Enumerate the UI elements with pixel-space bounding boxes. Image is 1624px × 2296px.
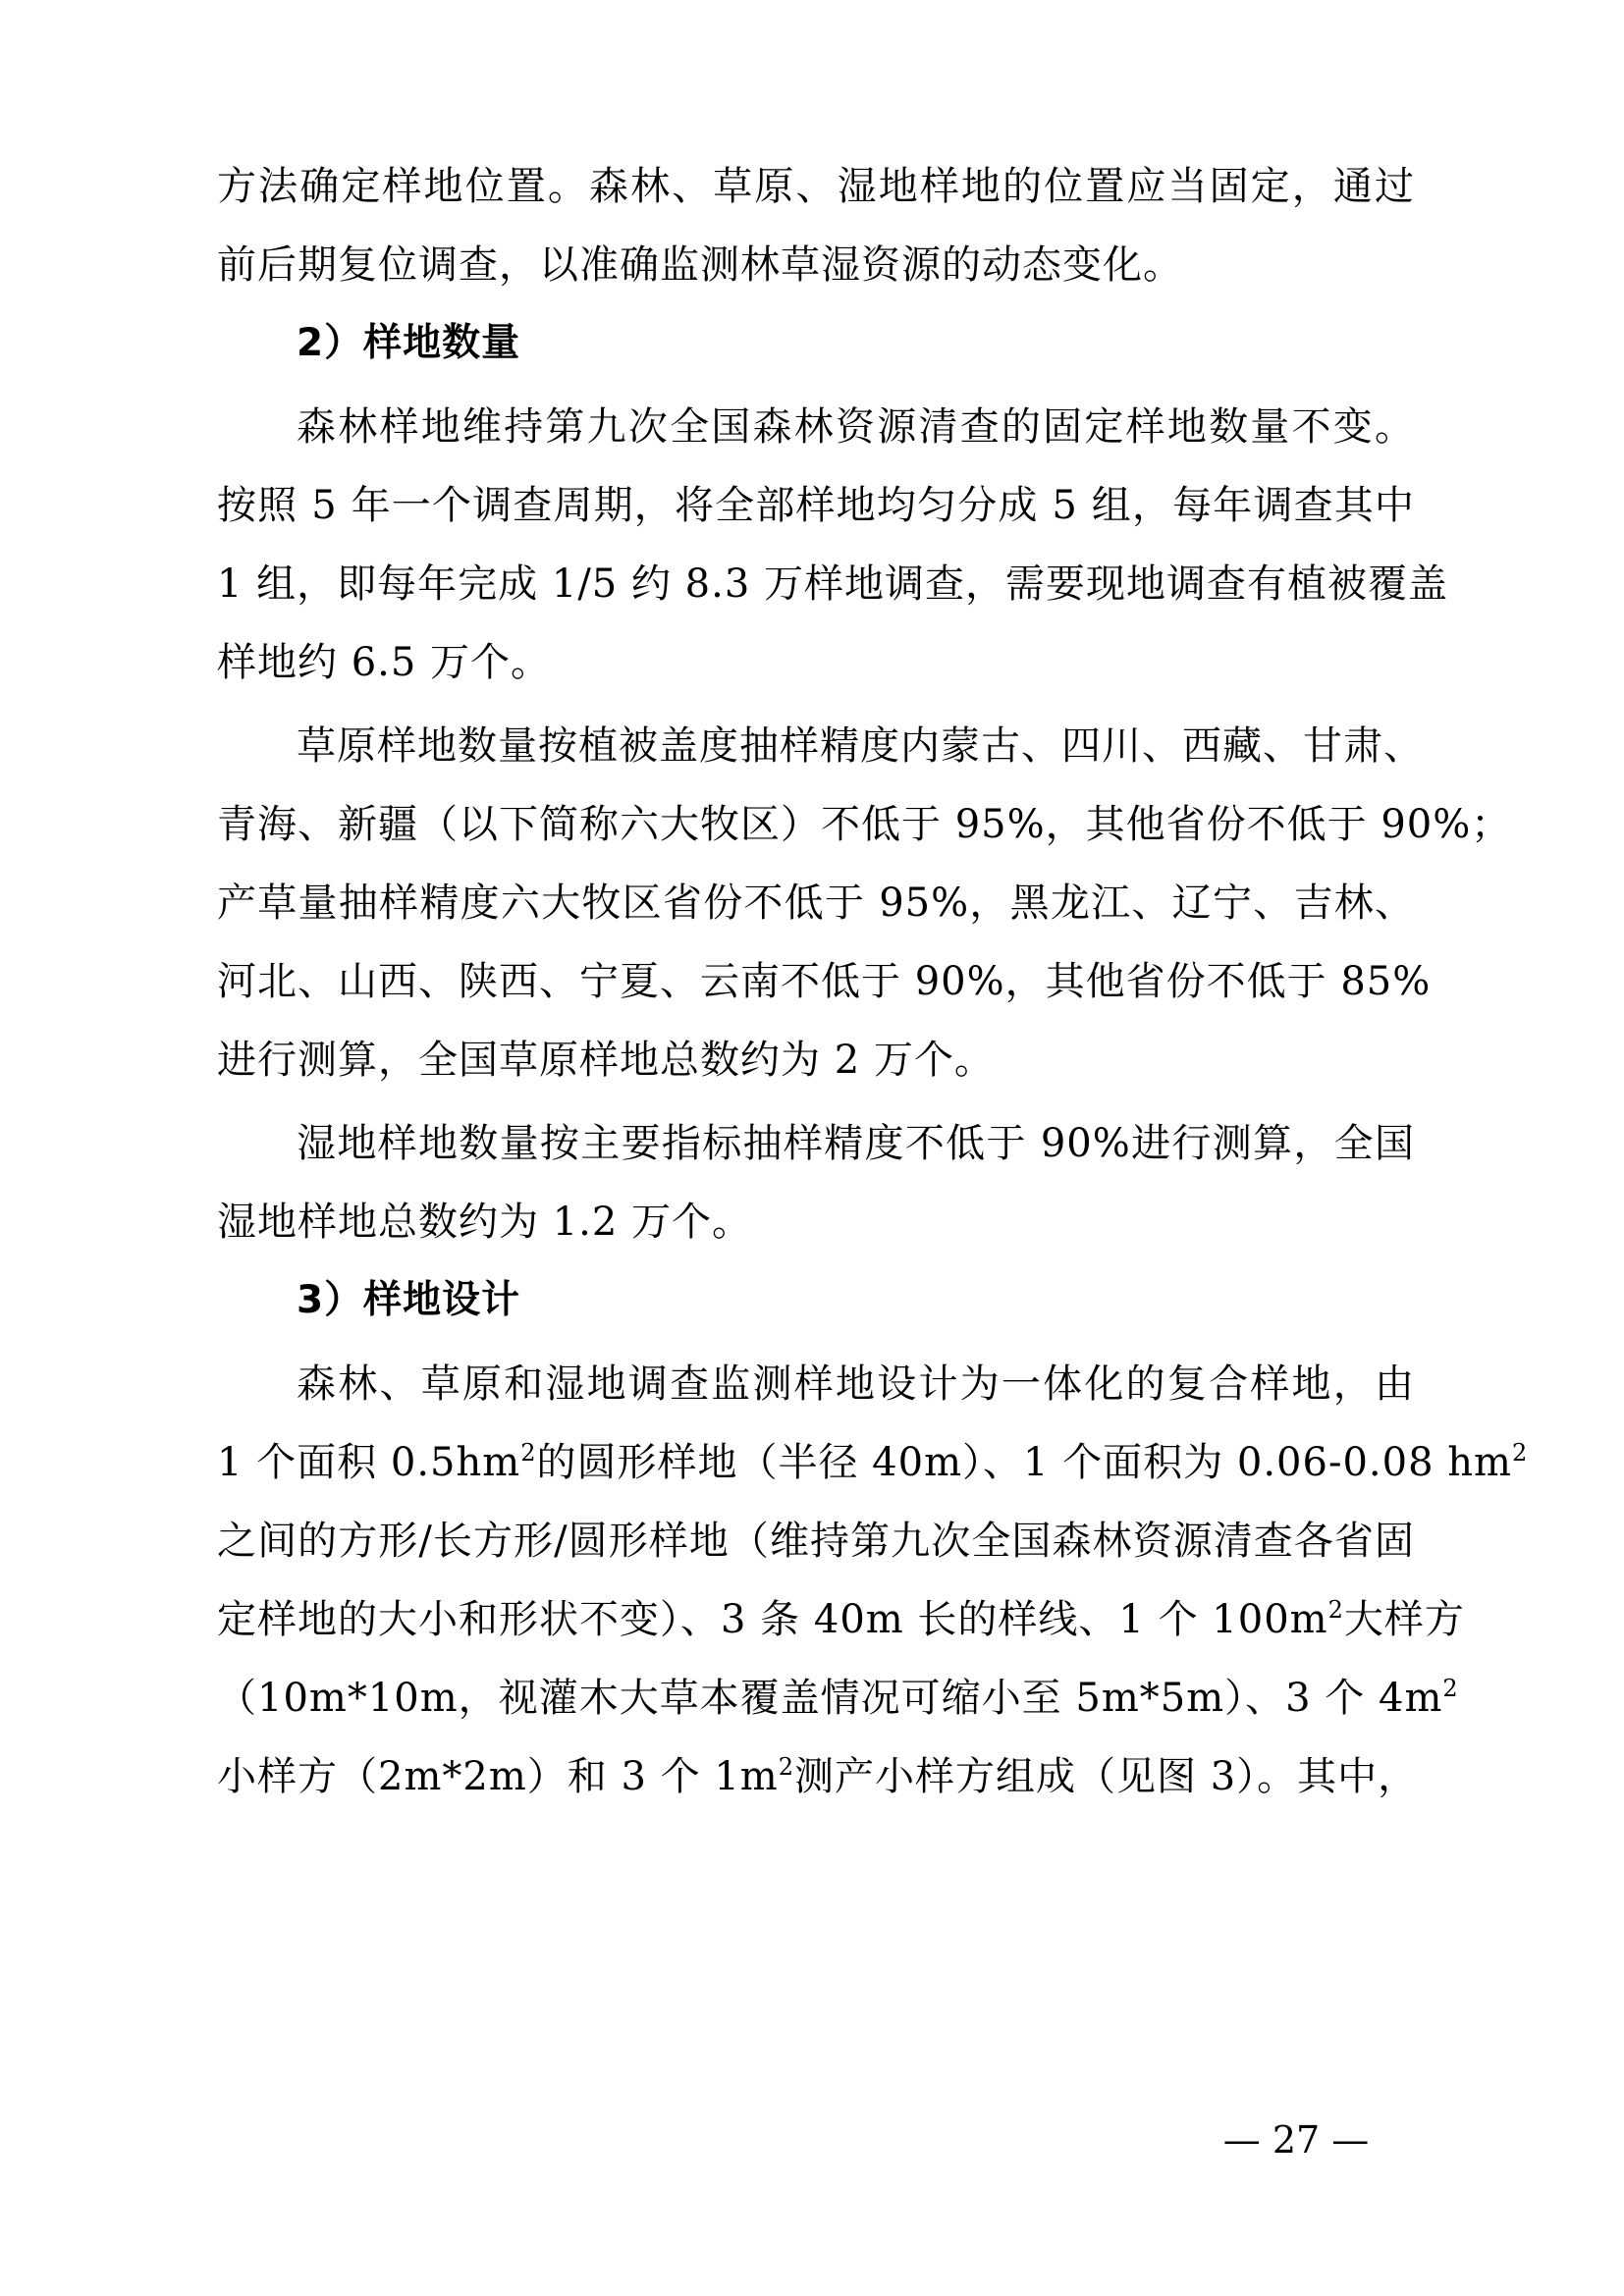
- body-text-line: 产草量抽样精度六大牧区省份不低于 95%，黑龙江、辽宁、吉林、: [217, 881, 1415, 926]
- superscript: 2: [520, 1439, 537, 1467]
- body-text-line: 样地约 6.5 万个。: [217, 640, 552, 685]
- body-text-line: 之间的方形/长方形/圆形样地（维持第九次全国森林资源清查各省固: [217, 1519, 1415, 1564]
- body-text-line: 按照 5 年一个调查周期，将全部样地均匀分成 5 组，每年调查其中: [217, 483, 1415, 528]
- section-heading: 3）样地设计: [297, 1278, 521, 1322]
- superscript: 2: [778, 1753, 795, 1781]
- superscript: 2: [1511, 1439, 1529, 1467]
- body-text-line: [217, 1728, 1419, 1826]
- body-text-line: 湿地样地总数约为 1.2 万个。: [217, 1200, 753, 1245]
- superscript: 2: [1327, 1596, 1344, 1624]
- text-fragment: （10m*10m，视灌木大草本覆盖情况可缩小至 5m*5m）、3 个 4m: [217, 1676, 1443, 1721]
- body-text-line: 1 组，即每年完成 1/5 约 8.3 万样地调查，需要现地调查有植被覆盖: [217, 561, 1449, 607]
- body-text-line: 前后期复位调查，以准确监测林草湿资源的动态变化。: [217, 242, 1183, 288]
- text-fragment: 定样地的大小和形状不变）、3 条 40m 长的样线、1 个 100m: [217, 1597, 1328, 1642]
- body-text-line: 河北、山西、陕西、宁夏、云南不低于 90%，其他省份不低于 85%: [217, 959, 1432, 1004]
- text-fragment: 的圆形样地（半径 40m）、1 个面积为 0.06-0.08 hm: [536, 1440, 1512, 1485]
- text-fragment: 1 个面积 0.5hm: [217, 1440, 521, 1485]
- text-fragment: 小样方（2m*2m）和 3 个 1m: [217, 1754, 779, 1799]
- text-fragment: 大样方: [1343, 1597, 1465, 1642]
- body-text-line: 青海、新疆（以下简称六大牧区）不低于 95%，其他省份不低于 90%；: [217, 802, 1512, 847]
- body-text-line: 湿地样地数量按主要指标抽样精度不低于 90%进行测算，全国: [297, 1121, 1415, 1166]
- section-heading: 2）样地数量: [297, 321, 521, 365]
- page-number: — 27 —: [1222, 2118, 1370, 2162]
- body-text-line: 草原样地数量按植被盖度抽样精度内蒙古、四川、西藏、甘肃、: [297, 723, 1424, 769]
- body-text-line: 进行测算，全国草原样地总数约为 2 万个。: [217, 1038, 995, 1083]
- superscript: 2: [1442, 1675, 1459, 1702]
- text-fragment: 测产小样方组成（见图 3）。其中，: [794, 1754, 1419, 1799]
- body-text-line: 森林样地维持第九次全国森林资源清查的固定样地数量不变。: [297, 404, 1415, 450]
- body-text-line: 方法确定样地位置。森林、草原、湿地样地的位置应当固定，通过: [217, 164, 1415, 209]
- body-text-line: 森林、草原和湿地调查监测样地设计为一体化的复合样地，由: [297, 1362, 1415, 1407]
